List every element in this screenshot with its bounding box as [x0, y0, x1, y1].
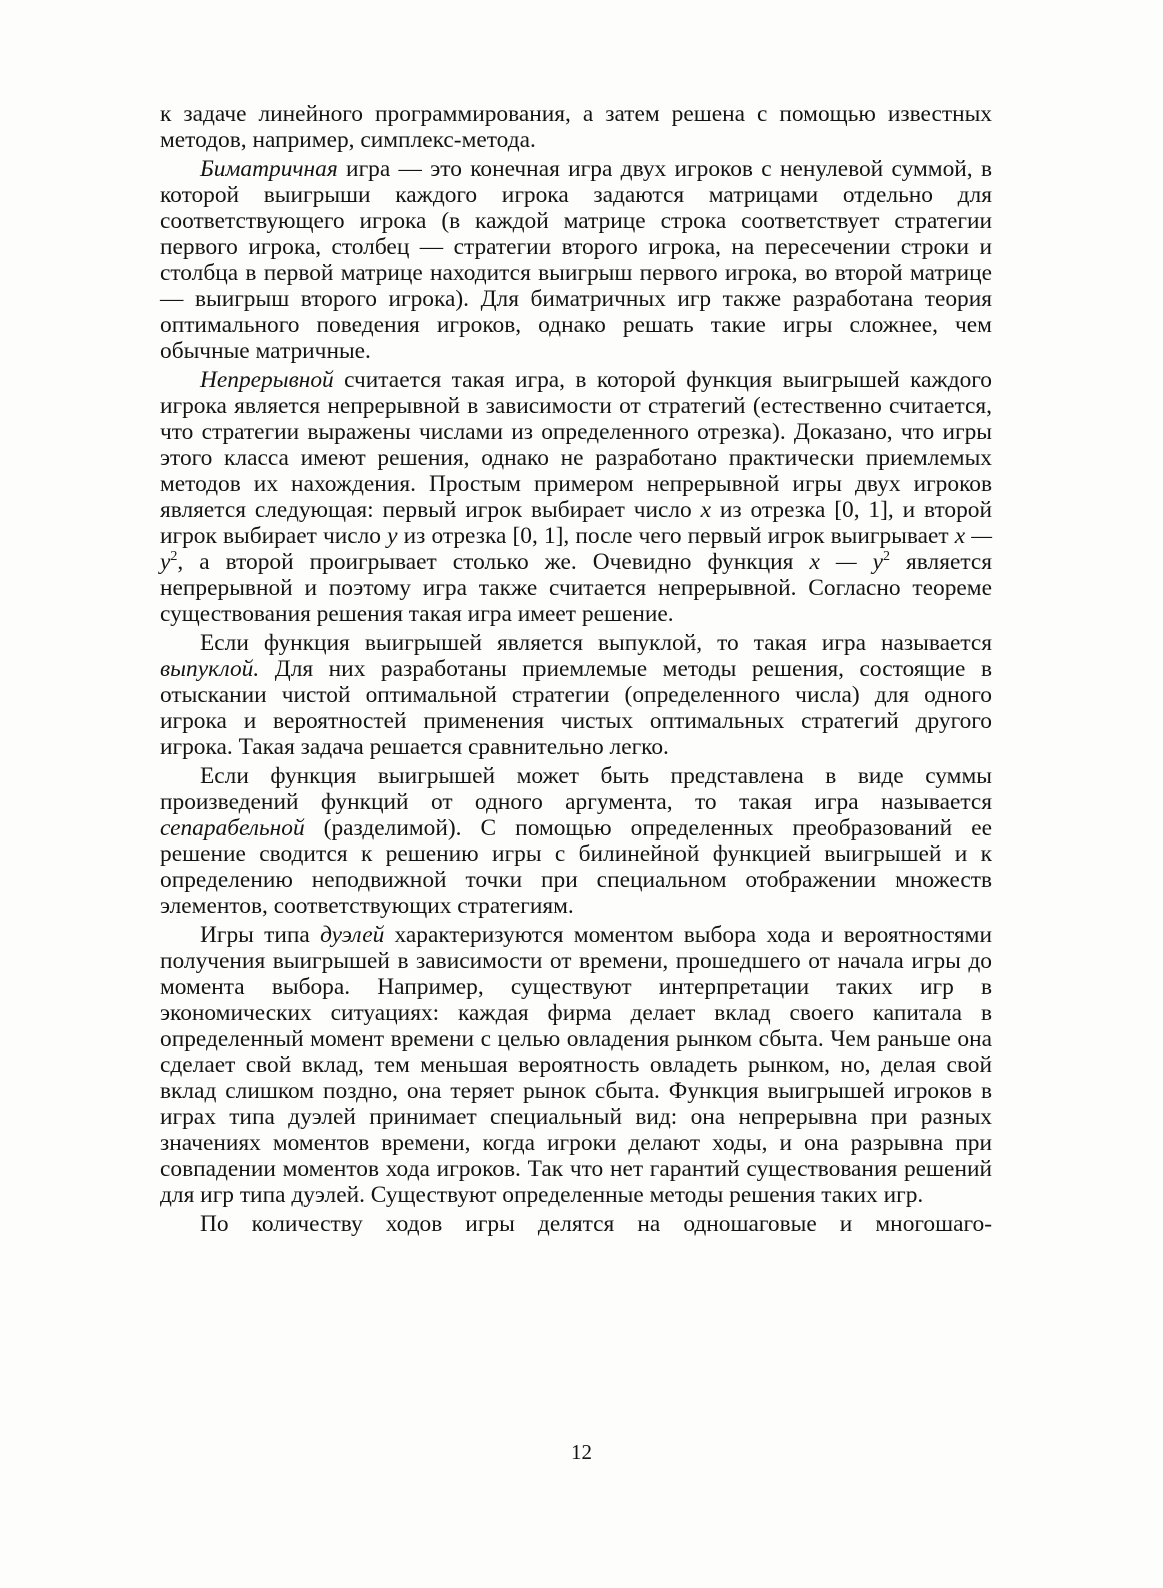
italic-term: y	[387, 523, 398, 549]
text-run: , а второй проигрывает столько же. Очевидно функция	[177, 549, 810, 575]
text-run: к задаче линейного программирования, а затем решена с помощью известных методов, например, симплекс-метода.	[160, 101, 992, 153]
text-run: из отрезка [0, 1], и второй игрок выбирает число	[160, 497, 992, 549]
italic-term: дуэлей	[320, 922, 385, 948]
paragraph	[160, 1211, 992, 1237]
paragraph	[160, 630, 992, 760]
text-run: (разделимой). С помощью определенных преобразований ее решение сводится к решению игры с билинейной функцией выигрышей и к определению неподвижной точки при специальном отображении множеств элементов, соответствующих стратегиям.	[160, 815, 992, 919]
body-text	[160, 101, 992, 1237]
text-run: Если функция выигрышей может быть представлена в виде суммы произведений функций от одного аргумента, то такая игра называется	[160, 763, 992, 815]
italic-term: Непрерывной	[200, 367, 334, 393]
page-number: 12	[571, 1440, 592, 1464]
text-run: Для них разработаны приемлемые методы решения, состоящие в отыскании чистой оптимальной стратегии (определенного числа) для одного игрока и вероятностей применения чистых оптимальных стратегий другого игрока. Такая задача решается сравнительно легко.	[160, 656, 992, 760]
paragraph	[160, 763, 992, 919]
italic-term: x	[700, 497, 711, 523]
text-run: По количеству ходов игры делятся на одношаговые и многошаго-	[200, 1211, 992, 1237]
italic-term: Биматричная	[200, 156, 338, 182]
text-run: Игры типа	[200, 922, 321, 948]
text-run: Если функция выигрышей является выпуклой, то такая игра называется	[200, 630, 992, 656]
paragraph	[160, 922, 992, 1208]
text-run: считается такая игра, в которой функция выигрышей каждого игрока является непрерывной в зависимости от стратегий (естественно считается, что стратегии выражены числами из определенного отрезка). Доказано, что игры этого класса имеют решения, однако не разработано практически приемлемых методов их нахождения. Простым примером непрерывной игры двух игроков является следующая: первый игрок выбирает число	[160, 367, 992, 523]
superscript: 2	[883, 548, 891, 565]
text-run: является непрерывной и поэтому игра также считается непрерывной. Согласно теореме существования решения такая игра имеет решение.	[160, 549, 992, 627]
italic-term: x — y	[160, 523, 992, 575]
text-run: характеризуются моментом выбора хода и вероятностями получения выигрышей в зависимости от времени, прошедшего от начала игры до момента выбора. Например, существуют интерпретации таких игр в экономических ситуациях: каждая фирма делает вклад своего капитала в определенный момент времени с целью овладения рынком сбыта. Чем раньше она сделает свой вклад, тем меньшая вероятность овладеть рынком, но, делая свой вклад слишком поздно, она теряет рынок сбыта. Функция выигрышей игроков в играх типа дуэлей принимает специальный вид: она непрерывна при разных значениях моментов времени, когда игроки делают ходы, и она разрывна при совпадении моментов хода игроков. Так что нет гарантий существования решений для игр типа дуэлей. Существуют определенные методы решения таких игр.	[160, 922, 992, 1208]
paragraph	[160, 367, 992, 627]
italic-term: выпуклой.	[160, 656, 260, 682]
text-run: игра — это конечная игра двух игроков с ненулевой суммой, в которой выигрыши каждого игрока задаются матрицами отдельно для соответствующего игрока (в каждой матрице строка соответствует стратегии первого игрока, столбец — стратегии второго игрока, на пересечении строки и столбца в первой матрице находится выигрыш первого игрока, во второй матрице — выигрыш второго игрока). Для биматричных игр также разработана теория оптимального поведения игроков, однако решать такие игры сложнее, чем обычные матричные.	[160, 156, 992, 364]
italic-term: x — y	[809, 549, 884, 575]
text-run: из отрезка [0, 1], после чего первый игрок выигрывает	[397, 523, 955, 549]
paragraph	[160, 156, 992, 364]
paragraph	[160, 101, 992, 153]
italic-term: сепарабельной	[160, 815, 305, 841]
superscript: 2	[170, 548, 178, 565]
